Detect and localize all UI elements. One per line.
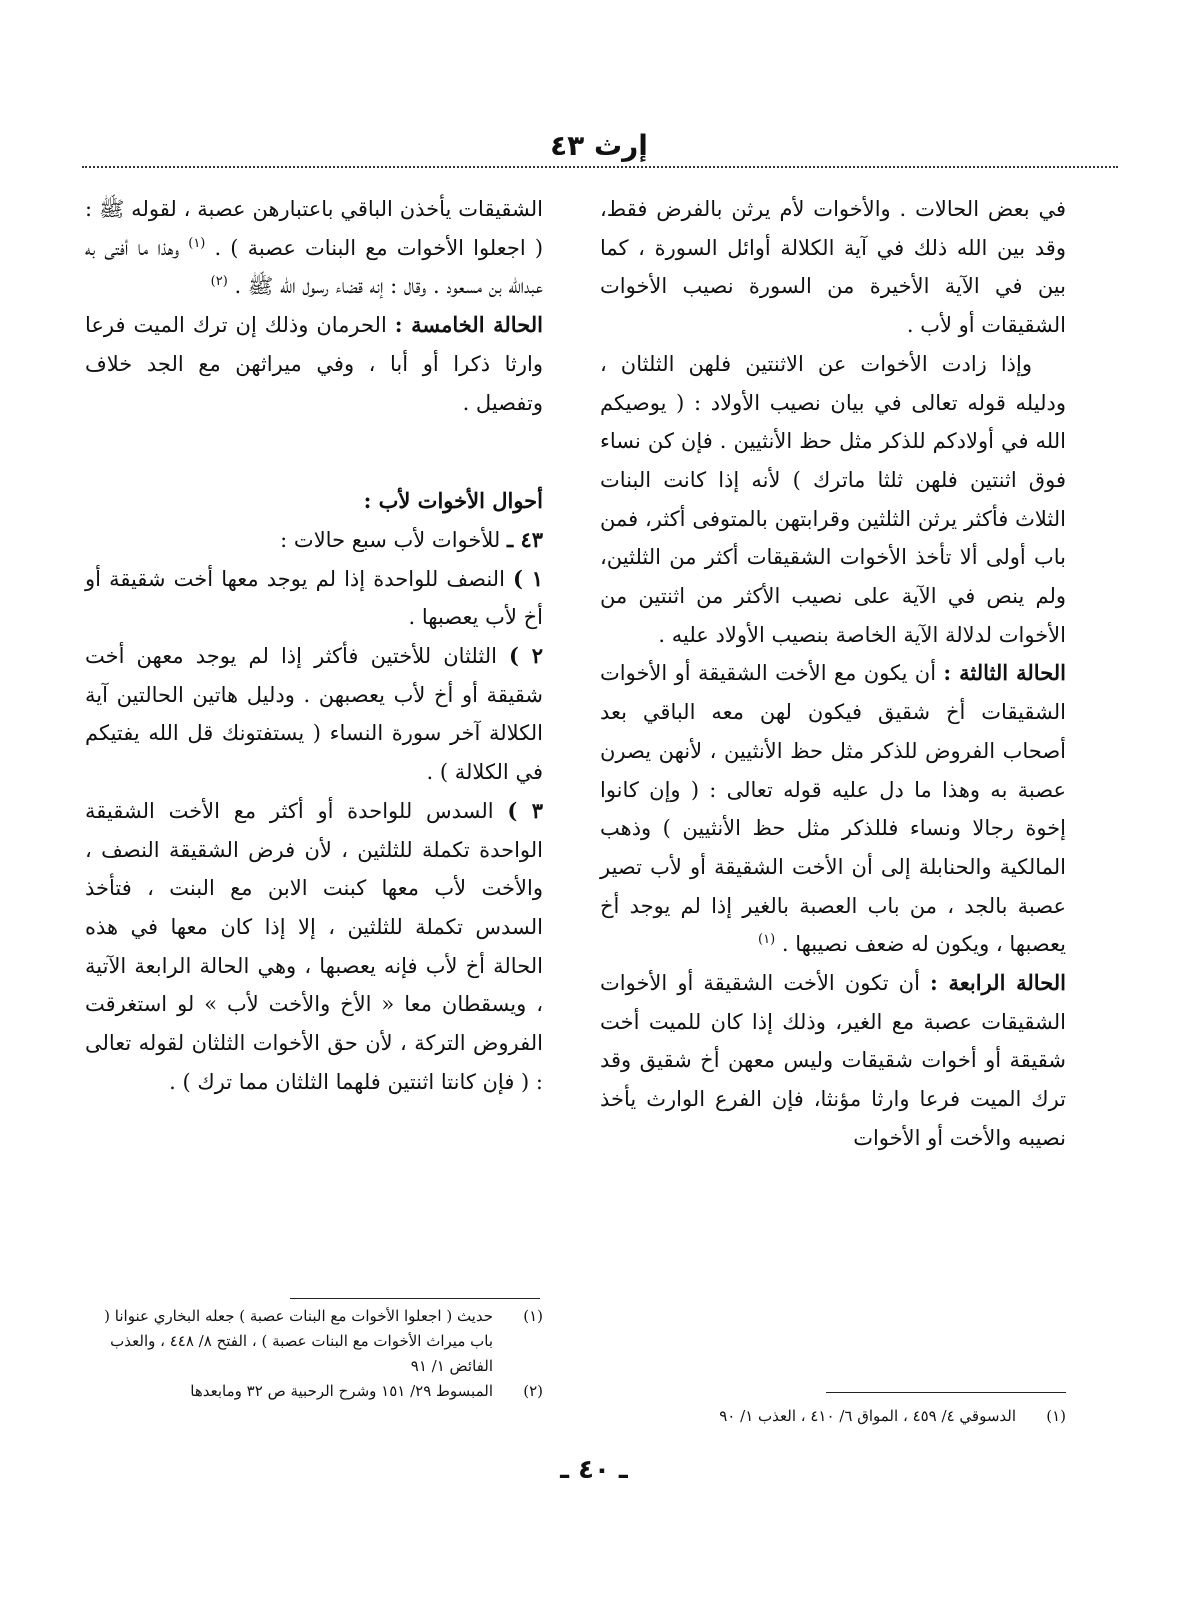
left-paragraph-1	[85, 190, 543, 306]
case-5-label: الحالة الخامسة :	[394, 312, 543, 338]
case-3-footnote-ref: (١)	[758, 932, 776, 948]
right-footnotes	[600, 1404, 1066, 1429]
right-column	[600, 190, 1066, 1158]
left-footnote-ref-2: (٢)	[210, 274, 228, 290]
item-1-label: ١ )	[513, 565, 544, 591]
left-paragraph-1b: وهذا ما أفتى به عبدالله بن مسعود . وقال : إنه قضاء رسول الله ﷺ .	[85, 235, 543, 299]
right-footnote-rule	[826, 1392, 1066, 1393]
section-gap	[85, 422, 543, 482]
left-footnote-2	[85, 1379, 543, 1404]
page-number: ـ ٤٠ ـ	[560, 1455, 628, 1485]
left-footnote-2-text: المبسوط ٢٩/ ١٥١ وشرح الرحبية ص ٣٢ ومابعدها	[190, 1382, 493, 1400]
right-footnote-1	[600, 1404, 1066, 1429]
left-paragraph-1a: الشقيقات يأخذن الباقي باعتبارهن عصبة ، لقوله ﷺ : ( اجعلوا الأخوات مع البنات عصبة ) .	[85, 197, 544, 260]
item-1-text: النصف للواحدة إذا لم يوجد معها أخت شقيقة أو أخ لأب يعصبها .	[85, 566, 543, 630]
item-43	[85, 521, 543, 560]
case-4-text: أن تكون الأخت الشقيقة أو الأخوات الشقيقات عصبة مع الغير، وذلك إذا كان للميت أخت شقيقة أو أخوات شقيقات وليس معهن أخ شقيق وقد ترك الميت فرعا وارثا مؤنثا، فإن الفرع الوارث يأخذ نصيبه والأخت أو الأخوات	[600, 971, 1066, 1150]
left-column	[85, 190, 543, 1101]
left-footnote-1	[85, 1304, 543, 1379]
case-4-label: الحالة الرابعة :	[930, 970, 1066, 996]
right-footnote-1-text: الدسوقي ٤/ ٤٥٩ ، المواق ٦/ ٤١٠ ، العذب ١/ ٩٠	[719, 1407, 1016, 1425]
running-header-title: إرث ٤٣	[550, 129, 648, 162]
case-3-label: الحالة الثالثة :	[943, 660, 1066, 686]
left-footnote-rule	[290, 1298, 540, 1299]
item-2-text: الثلثان للأختين فأكثر إذا لم يوجد معهن أخت شقيقة أو أخ لأب يعصبهن . ودليل هاتين الحالتين آية الكلالة آخر سورة النساء ( يستفتونك قل الله يفتيكم في الكلالة ) .	[85, 644, 543, 785]
item-3-label: ٣ )	[507, 797, 543, 823]
right-footnote-1-number: (١)	[1046, 1407, 1066, 1425]
running-header	[82, 128, 1116, 168]
item-43-text: للأخوات لأب سبع حالات :	[280, 527, 507, 552]
section-title: أحوال الأخوات لأب :	[363, 488, 543, 514]
right-paragraph-1: في بعض الحالات . والأخوات لأم يرثن بالفرض فقط، وقد بين الله ذلك في آية الكلالة أوائل السورة ، كما بين في الآية الأخيرة من السورة نصيب الأخوات الشقيقات أو لأب .	[600, 197, 1066, 338]
case-3-paragraph	[600, 654, 1066, 964]
item-2-label: ٢ )	[509, 643, 543, 669]
item-3	[85, 792, 543, 1102]
item-1	[85, 560, 543, 637]
case-3-text: أن يكون مع الأخت الشقيقة أو الأخوات الشقيقات أخ شقيق فيكون لهن معه الباقي بعد أصحاب الفروض للذكر مثل حظ الأنثيين ، لأنهن يصرن عصبة به وهذا ما دل عليه قوله تعالى : ( وإن كانوا إخوة رجالا ونساء فللذكر مثل حظ الأنثيين ) وذهب المالكية والحنابلة إلى أن الأخت الشقيقة أو لأب تصير عصبة بالجد ، من باب العصبة بالغير إذا لم يوجد أخ يعصبها ، ويكون له ضعف نصيبها .	[600, 661, 1066, 957]
right-paragraph-2: وإذا زادت الأخوات عن الاثنتين فلهن الثلثان ، ودليله قوله تعالى في بيان نصيب الأولاد : ( يوصيكم الله في أولادكم للذكر مثل حظ الأنثيين . فإن كن نساء فوق اثنتين فلهن ثلثا ماترك ) لأنه إذا كانت البنات الثلاث فأكثر يرثن الثلثين وقرابتهن بالمتوفى أكثر، فمن باب أولى ألا تأخذ الأخوات الشقيقات أكثر من الثلثين، ولم ينص في الآية على نصيب الأكثر من اثنتين من الأخوات لدلالة الآية الخاصة بنصيب الأولاد عليه .	[600, 351, 1066, 647]
item-3-text: السدس للواحدة أو أكثر مع الأخت الشقيقة الواحدة تكملة للثلثين ، لأن فرض الشقيقة النصف ، والأخت لأب معها كبنت الابن مع البنت ، فتأخذ السدس تكملة للثلثين ، إلا إذا كان معها في هذه الحالة أخ لأب فإنه يعصبها ، وهي الحالة الرابعة الآتية ، ويسقطان معا « الأخ والأخت لأب » لو استغرقت الفروض التركة ، لأن حق الأخوات الثلثان لقوله تعالى : ( فإن كانتا اثنتين فلهما الثلثان مما ترك ) .	[85, 798, 543, 1094]
item-2	[85, 637, 543, 792]
case-5-text: الحرمان وذلك إن ترك الميت فرعا وارثا ذكرا أو أبا ، وفي ميراثهن مع الجد خلاف وتفصيل .	[85, 313, 543, 415]
left-footnote-1-text: حديث ( اجعلوا الأخوات مع البنات عصبة ) جعله البخاري عنوانا ( باب ميراث الأخوات مع البنات عصبة ) ، الفتح ٨/ ٤٤٨ ، والعذب الفائض ١/ ٩١	[104, 1307, 493, 1375]
left-footnote-2-number: (٢)	[523, 1382, 543, 1400]
case-4-paragraph	[600, 964, 1066, 1158]
header-dotted-rule	[82, 166, 1118, 168]
case-5-paragraph	[85, 306, 543, 422]
left-footnote-1-number: (١)	[523, 1307, 543, 1325]
left-footnote-ref-1: (١)	[188, 235, 206, 251]
item-43-label: ٤٣ ـ	[506, 526, 543, 552]
left-footnotes	[85, 1304, 543, 1404]
